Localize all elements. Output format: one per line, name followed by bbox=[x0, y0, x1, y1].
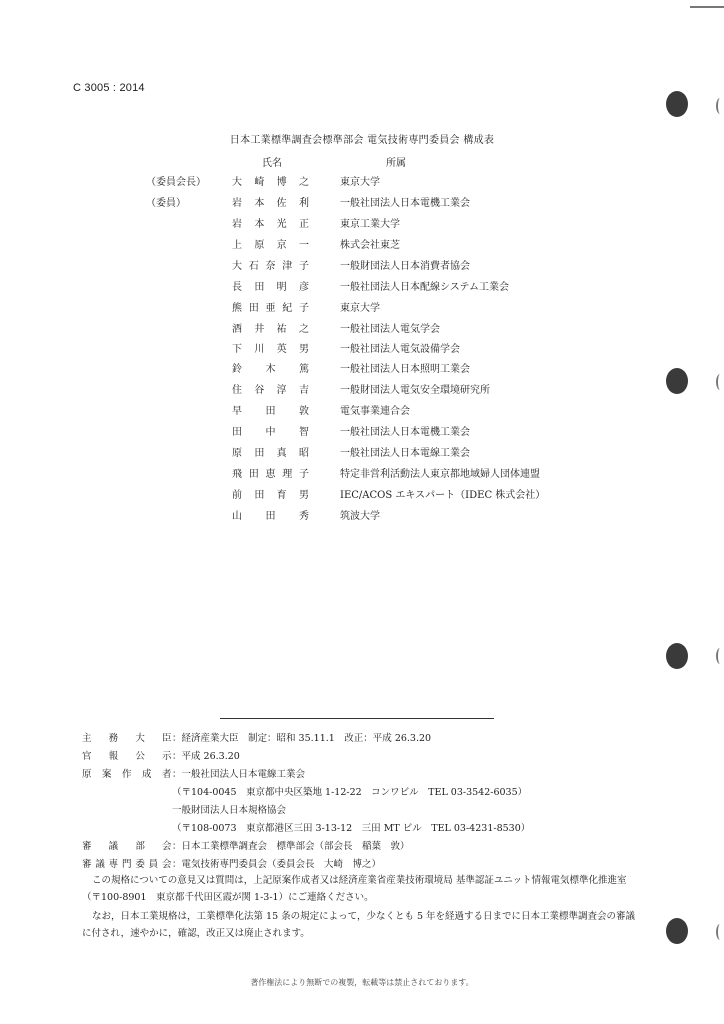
member-row bbox=[0, 194, 724, 214]
scan-corner-mark bbox=[690, 6, 724, 8]
member-affiliation: 一般社団法人電気設備学会 bbox=[340, 344, 460, 355]
gazette-value: 平成 26.3.20 bbox=[181, 751, 240, 762]
section-divider bbox=[220, 718, 494, 719]
minister-value: 経済産業大臣 制定：昭和 35.11.1 改正：平成 26.3.20 bbox=[181, 733, 432, 744]
gazette-label: 官報公示 bbox=[82, 751, 172, 762]
member-row bbox=[0, 173, 724, 193]
member-affiliation: 一般社団法人電気学会 bbox=[340, 324, 440, 335]
member-row bbox=[0, 360, 724, 380]
member-row bbox=[0, 236, 724, 256]
member-name: 飛田恵理子 bbox=[232, 469, 310, 480]
member-name: 原田真昭 bbox=[232, 448, 310, 459]
minister-label: 主務大臣 bbox=[82, 733, 172, 744]
member-role: （委員会長） bbox=[146, 177, 206, 188]
member-affiliation: 一般社団法人日本照明工業会 bbox=[340, 364, 470, 375]
member-name: 早田敦 bbox=[232, 406, 310, 417]
member-name: 山田秀 bbox=[232, 511, 310, 522]
member-role: （委員） bbox=[146, 198, 186, 209]
gazette-row: 官報公示：平成 26.3.20 bbox=[82, 748, 240, 762]
copyright-notice: 著作権法により無断での複製，転載等は禁止されております。 bbox=[250, 978, 474, 987]
member-row bbox=[0, 278, 724, 298]
committee-row: 審議専門委員会：電気技術専門委員会（委員会長 大崎 博之） bbox=[82, 856, 381, 870]
drafter-address-2: （〒108-0073 東京都港区三田 3-13-12 三田 MT ビル TEL 03-4231-8530） bbox=[172, 823, 531, 834]
member-affiliation: 一般財団法人日本消費者協会 bbox=[340, 261, 470, 272]
member-name: 田中智 bbox=[232, 427, 310, 438]
member-affiliation: 電気事業連合会 bbox=[340, 406, 410, 417]
member-affiliation: 一般社団法人日本電機工業会 bbox=[340, 198, 470, 209]
member-name: 岩本光正 bbox=[232, 219, 310, 230]
member-affiliation: 筑波大学 bbox=[340, 511, 380, 522]
member-name: 住谷淳吉 bbox=[232, 385, 310, 396]
member-name: 鈴木篤 bbox=[232, 364, 310, 375]
member-name: 酒井祐之 bbox=[232, 324, 310, 335]
review-paragraph: なお，日本工業規格は，工業標準化法第 15 条の規定によって，少なくとも 5 年を経過する日までに日本工業標準調査会の審議に付され，速やかに，確認，改正又は廃止されます。 bbox=[82, 911, 636, 939]
member-row bbox=[0, 486, 724, 506]
edge-mark bbox=[716, 924, 724, 940]
punch-hole bbox=[666, 918, 688, 944]
member-name: 岩本佐利 bbox=[232, 198, 310, 209]
member-affiliation: 東京大学 bbox=[340, 303, 380, 314]
member-name: 前田育男 bbox=[232, 490, 310, 501]
member-affiliation: 一般社団法人日本電線工業会 bbox=[340, 448, 470, 459]
member-affiliation: IEC/ACOS エキスパート（IDEC 株式会社） bbox=[340, 490, 546, 501]
member-name: 熊田亜紀子 bbox=[232, 303, 310, 314]
member-name: 下川英男 bbox=[232, 344, 310, 355]
committee-title: 日本工業標準調査会標準部会 電気技術専門委員会 構成表 bbox=[229, 135, 495, 146]
member-name: 大崎博之 bbox=[232, 177, 310, 188]
member-row bbox=[0, 507, 724, 527]
member-row bbox=[0, 320, 724, 340]
member-row bbox=[0, 465, 724, 485]
member-affiliation: 一般財団法人電気安全環境研究所 bbox=[340, 385, 490, 396]
member-row bbox=[0, 444, 724, 464]
member-name: 上原京一 bbox=[232, 240, 310, 251]
punch-hole bbox=[666, 368, 688, 394]
council-value: 日本工業標準調査会 標準部会（部会長 稲葉 敦） bbox=[181, 841, 410, 852]
member-row bbox=[0, 340, 724, 360]
minister-row: 主務大臣：経済産業大臣 制定：昭和 35.11.1 改正：平成 26.3.20 bbox=[82, 730, 431, 744]
member-name: 大石奈津子 bbox=[232, 261, 310, 272]
punch-hole bbox=[666, 643, 688, 669]
column-header-affiliation: 所属 bbox=[386, 158, 406, 169]
committee-label: 審議専門委員会 bbox=[82, 859, 172, 870]
member-row bbox=[0, 257, 724, 277]
inquiry-paragraph: この規格についての意見又は質問は，上記原案作成者又は経済産業省産業技術環境局 基準認証ユニット情報電気標準化推進室（〒100-8901 東京都千代田区霞が関 1-3-1）にご連絡ください。 bbox=[82, 875, 627, 903]
member-affiliation: 東京大学 bbox=[340, 177, 380, 188]
member-affiliation: 一般社団法人日本電機工業会 bbox=[340, 427, 470, 438]
council-row: 審議部会：日本工業標準調査会 標準部会（部会長 稲葉 敦） bbox=[82, 838, 410, 852]
member-affiliation: 特定非営利活動法人東京都地域婦人団体連盟 bbox=[340, 469, 540, 480]
member-row bbox=[0, 299, 724, 319]
column-header-name: 氏名 bbox=[262, 158, 282, 169]
member-affiliation: 東京工業大学 bbox=[340, 219, 400, 230]
member-row bbox=[0, 381, 724, 401]
drafter-address-1: （〒104-0045 東京都中央区築地 1-12-22 コンワビル TEL 03-3542-6035） bbox=[172, 787, 528, 798]
drafter-org2: 一般財団法人日本規格協会 bbox=[172, 805, 287, 816]
edge-mark bbox=[716, 648, 724, 664]
committee-value: 電気技術専門委員会（委員会長 大崎 博之） bbox=[181, 859, 382, 870]
punch-hole bbox=[666, 91, 688, 117]
member-row bbox=[0, 423, 724, 443]
edge-mark bbox=[716, 98, 724, 114]
member-affiliation: 株式会社東芝 bbox=[340, 240, 400, 251]
drafter-label: 原案作成者 bbox=[82, 769, 172, 780]
drafter-row: 原案作成者：一般社団法人日本電線工業会 bbox=[82, 766, 305, 780]
edge-mark bbox=[716, 374, 724, 390]
council-label: 審議部会 bbox=[82, 841, 172, 852]
member-row bbox=[0, 402, 724, 422]
member-row bbox=[0, 215, 724, 235]
member-affiliation: 一般社団法人日本配線システム工業会 bbox=[340, 282, 509, 293]
member-name: 長田明彦 bbox=[232, 282, 310, 293]
drafter-org1: 一般社団法人日本電線工業会 bbox=[181, 769, 306, 780]
document-code: C 3005 : 2014 bbox=[73, 82, 145, 94]
